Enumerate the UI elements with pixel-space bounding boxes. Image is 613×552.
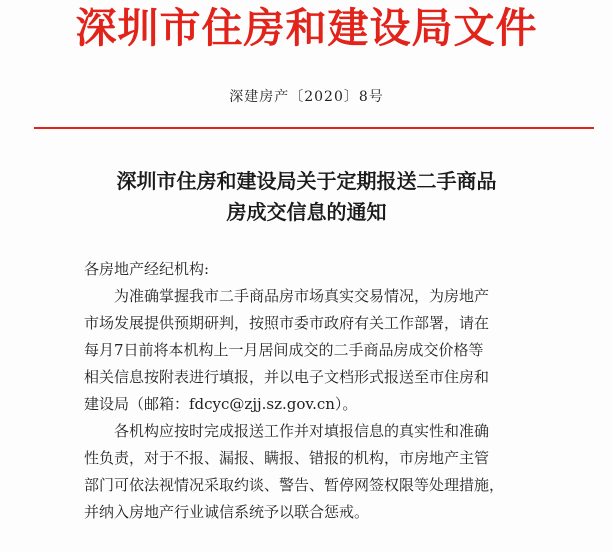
paragraph-1-line: 建设局（邮箱：fdcyc@zjj.sz.gov.cn）。 [84, 395, 358, 413]
paragraph-1-line: 相关信息按附表进行填报，并以电子文档形式报送至市住房和 [84, 368, 490, 386]
paragraph-1-line: 市场发展提供预期研判，按照市委市政府有关工作部署，请在 [84, 314, 490, 332]
notice-title-line-2: 房成交信息的通知 [226, 200, 387, 224]
document-number: 深建房产〔2020〕8号 [229, 89, 384, 105]
salutation: 各房地产经纪机构: [84, 260, 210, 278]
paragraph-2-line: 并纳入房地产行业诚信系统予以联合惩戒。 [84, 503, 370, 521]
paragraph-2-line: 各机构应按时完成报送工作并对填报信息的真实性和准确 [114, 422, 490, 440]
issuer-header: 深圳市住房和建设局文件 [75, 4, 538, 52]
paragraph-1-line: 每月7日前将本机构上一月居间成交的二手商品房成交价格等 [84, 341, 484, 359]
notice-body [84, 256, 584, 526]
paragraph-2-line: 性负责，对于不报、漏报、瞒报、错报的机构，市房地产主管 [84, 449, 490, 467]
notice-title [0, 166, 613, 228]
red-divider-line [34, 127, 594, 129]
notice-title-line-1: 深圳市住房和建设局关于定期报送二手商品 [116, 169, 497, 193]
paragraph-1-line: 为准确掌握我市二手商品房市场真实交易情况，为房地产 [114, 287, 490, 305]
paragraph-2-line: 部门可依法视情况采取约谈、警告、暂停网签权限等处理措施， [84, 476, 505, 494]
